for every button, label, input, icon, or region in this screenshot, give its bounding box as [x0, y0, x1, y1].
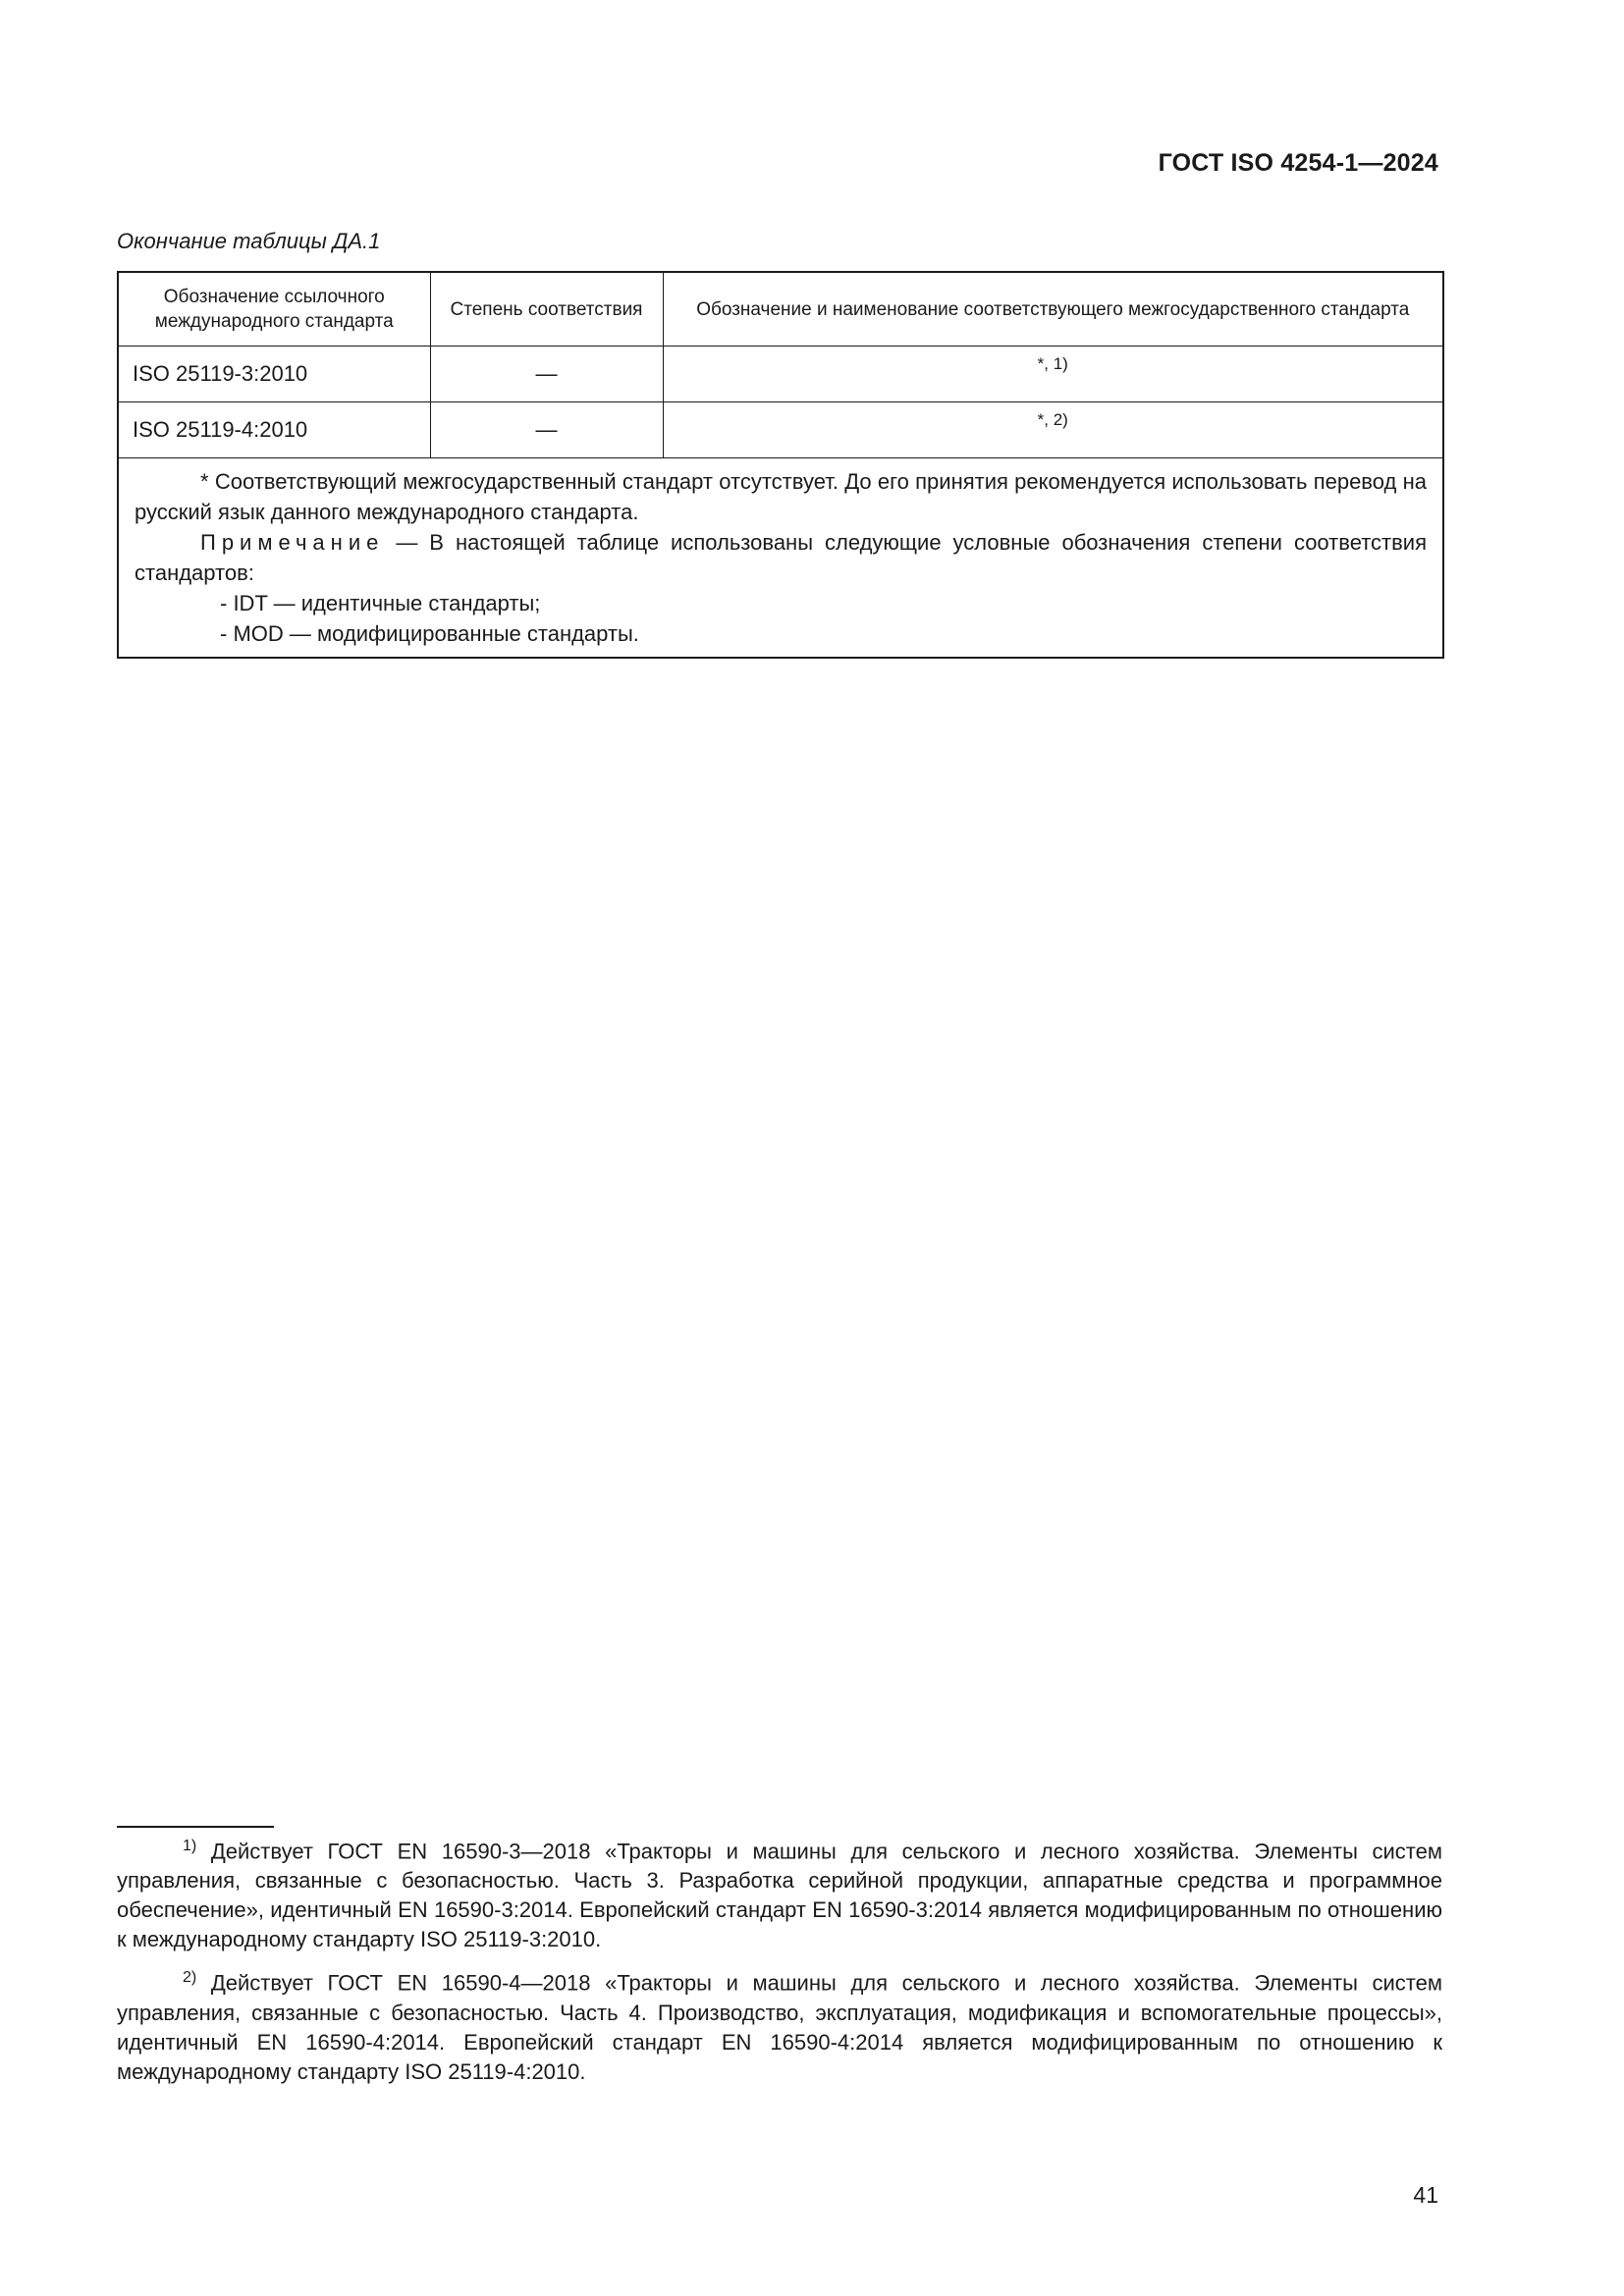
gost-standard-cell: *, 1): [663, 347, 1443, 402]
ref-standard-cell: ISO 25119-4:2010: [118, 402, 430, 458]
table-remark: [135, 527, 1427, 588]
remark-text: — В настоящей таблице использованы следующие условные обозначения степени соответствия стандартов:: [135, 530, 1427, 585]
asterisk-note: * Соответствующий межгосударственный стандарт отсутствует. До его принятия рекомендуется использовать перевод на русский язык данного международного стандарта.: [135, 469, 1427, 524]
page-number: 41: [1413, 2182, 1438, 2208]
reference-standards-table: [117, 271, 1444, 659]
column-header-gost-standard: Обозначение и наименование соответствующего межгосударственного стандарта: [663, 272, 1443, 347]
footnote-text: Действует ГОСТ EN 16590-3—2018 «Тракторы и машины для сельского и лесного хозяйства. Элементы систем управления, связанные с безопасностью. Часть 3. Разработка серийной продукции, аппаратные средства и программное обеспечение», идентичный EN 16590-3:2014. Европейский стандарт EN 16590-3:2014 является модифицированным по отношению к международному стандарту ISO 25119-3:2010.: [117, 1839, 1442, 1952]
footnote-separator: [117, 1826, 274, 1828]
footnote-1: [117, 1832, 1442, 1954]
footnote-2: [117, 1963, 1442, 2086]
table-row: [118, 402, 1443, 458]
remark-label: Примечание: [200, 530, 385, 555]
table-notes: [118, 458, 1443, 659]
degree-cell: —: [430, 402, 663, 458]
footnote-marker: 2): [183, 1969, 197, 1987]
list-item: - MOD — модифицированные стандарты.: [220, 621, 639, 646]
table-row: [118, 347, 1443, 402]
footnotes: [117, 1832, 1442, 2096]
footnote-marker: 1): [183, 1838, 197, 1854]
list-item: - IDT — идентичные стандарты;: [220, 591, 541, 615]
document-code: ГОСТ ISO 4254-1—2024: [1158, 149, 1438, 177]
table-header-row: [118, 272, 1443, 347]
table-notes-row: [118, 458, 1443, 659]
degree-cell: —: [430, 347, 663, 402]
column-header-ref-standard: Обозначение ссылочного международного стандарта: [118, 272, 430, 347]
footnote-text: Действует ГОСТ EN 16590-4—2018 «Тракторы и машины для сельского и лесного хозяйства. Элементы систем управления, связанные с безопасностью. Часть 4. Производство, эксплуатация, модификация и вспомогательные процессы», идентичный EN 16590-4:2014. Европейский стандарт EN 16590-4:2014 является модифицированным по отношению к международному стандарту ISO 25119-4:2010.: [117, 1970, 1442, 2084]
gost-standard-cell: *, 2): [663, 402, 1443, 458]
column-header-degree: Степень соответствия: [430, 272, 663, 347]
table-caption: Окончание таблицы ДА.1: [117, 229, 381, 253]
ref-standard-cell: ISO 25119-3:2010: [118, 347, 430, 402]
